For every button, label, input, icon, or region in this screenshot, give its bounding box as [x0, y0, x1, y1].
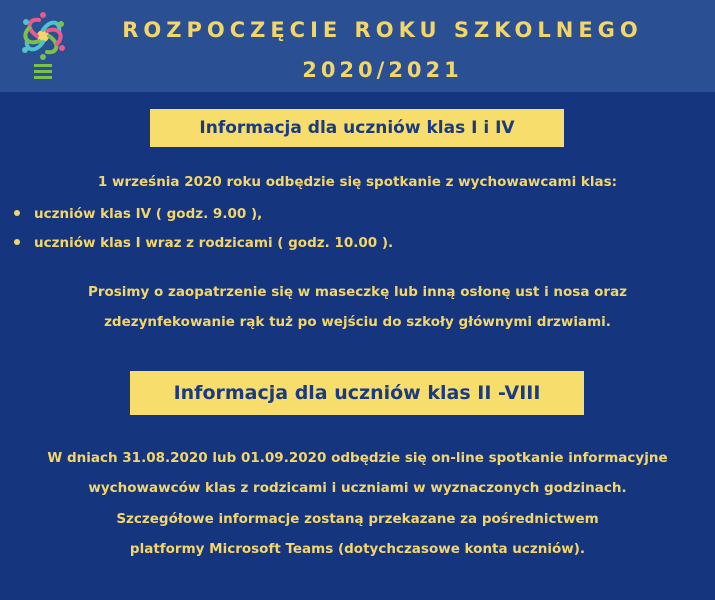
section1-banner: Informacja dla uczniów klas I i IV — [150, 109, 564, 147]
bullet-icon — [14, 239, 20, 245]
list-item-text: uczniów klas I wraz z rodzicami ( godz. 10.00 ). — [34, 235, 394, 251]
section1-intro: 1 września 2020 roku odbędzie się spotkanie z wychowawcami klas: — [97, 174, 618, 190]
section2-line4: platformy Microsoft Teams (dotychczasowe konta uczniów). — [129, 541, 586, 557]
page-title: ROZPOCZĘCIE ROKU SZKOLNEGO — [122, 18, 643, 42]
list-item-text: uczniów klas IV ( godz. 9.00 ), — [34, 206, 263, 222]
section2-line2: wychowawców klas z rodzicami i uczniami w wyznaczonych godzinach. — [88, 480, 627, 496]
header-band — [0, 0, 715, 92]
list-item — [14, 235, 393, 251]
section1-note-line1: Prosimy o zaopatrzenie się w maseczkę lub inną osłonę ust i nosa oraz — [87, 284, 628, 300]
section2-line3: Szczegółowe informacje zostaną przekazane za pośrednictwem — [116, 511, 599, 527]
section2-banner: Informacja dla uczniów klas II -VIII — [130, 371, 584, 415]
section1-note-line2: zdezynfekowanie rąk tuż po wejściu do szkoły głównymi drzwiami. — [104, 314, 611, 330]
section2-line1: W dniach 31.08.2020 lub 01.09.2020 odbędzie się on-line spotkanie informacyjne — [47, 450, 668, 466]
page-subtitle-year: 2020/2021 — [302, 58, 463, 82]
bullet-icon — [14, 210, 20, 216]
list-item — [14, 206, 262, 222]
